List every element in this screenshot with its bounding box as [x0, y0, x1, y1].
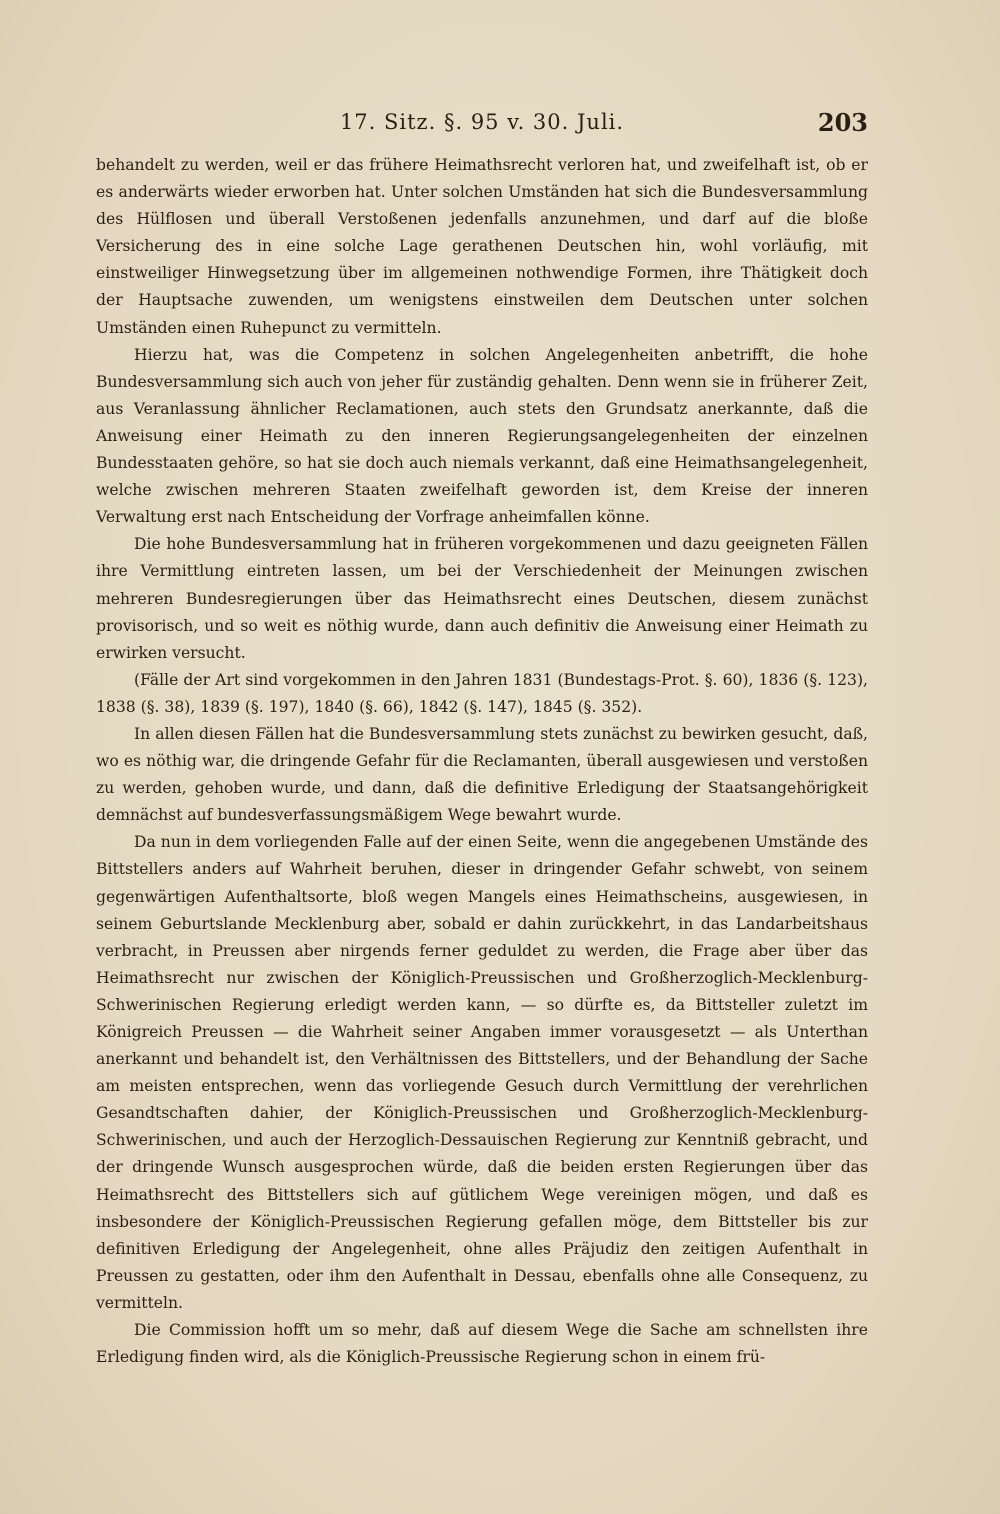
paragraph: Die hohe Bundesversammlung hat in früheren vorgekommenen und dazu geeigneten Fällen ihre Vermittlung eintreten lassen, um bei der Verschiedenheit der Meinungen zwischen mehreren Bundesregierungen über das Heimathsrecht eines Deutschen, diesem zunächst provisorisch, und so weit es nöthig wurde, dann auch definitiv die Anweisung einer Heimath zu erwirken versucht.	[96, 535, 868, 662]
paragraph: Da nun in dem vorliegenden Falle auf der einen Seite, wenn die angegebenen Umstände des Bittstellers anders auf Wahrheit beruhen, dieser in dringender Gefahr schwebt, von seinem gegenwärtigen Aufenthaltsorte, bloß wegen Mangels eines Heimathscheins, ausgewiesen, in seinem Geburtslande Mecklenburg aber, sobald er dahin zurückkehrt, in das Landarbeitshaus verbracht, in Preussen aber nirgends ferner geduldet zu werden, die Frage aber über das Heimathsrecht nur zwischen der Königlich-Preussischen und Großherzoglich-Mecklenburg-Schwerinischen Regierung erledigt werden kann, — so dürfte es, da Bittsteller zuletzt im Königreich Preussen — die Wahrheit seiner Angaben immer vorausgesetzt — als Unterthan anerkannt und behandelt ist, den Verhältnissen des Bittstellers, und der Behandlung der Sache am meisten entsprechen, wenn das vorliegende Gesuch durch Vermittlung der verehrlichen Gesandtschaften dahier, der Königlich-Preussischen und Großherzoglich-Mecklenburg-Schwerinischen, und auch der Herzoglich-Dessauischen Regierung zur Kenntniß gebracht, und der dringende Wunsch ausgesprochen würde, daß die beiden ersten Regierungen über das Heimathsrecht des Bittstellers sich auf gütlichem Wege vereinigen mögen, und daß es insbesondere der Königlich-Preussischen Regierung gefallen möge, dem Bittsteller bis zur definitiven Erledigung der Angelegenheit, ohne alles Präjudiz den zeitigen Aufenthalt in Preussen zu gestatten, oder ihm den Aufenthalt in Dessau, ebenfalls ohne alle Consequenz, zu vermitteln.	[96, 833, 868, 1312]
paragraph: Die Commission hofft um so mehr, daß auf diesem Wege die Sache am schnellsten ihre Erledigung finden wird, als die Königlich-Preussische Regierung schon in einem frü-	[96, 1321, 868, 1367]
paragraph: In allen diesen Fällen hat die Bundesversammlung stets zunächst zu bewirken gesucht, daß, wo es nöthig war, die dringende Gefahr für die Reclamanten, überall ausgewiesen und verstoßen zu werden, gehoben wurde, und dann, daß die definitive Erledigung der Staatsangehörigkeit demnächst auf bundesverfassungsmäßigem Wege bewahrt wurde.	[96, 724, 868, 825]
page-number: 203	[817, 108, 868, 137]
paragraph: Hierzu hat, was die Competenz in solchen Angelegenheiten anbetrifft, die hohe Bundesversammlung sich auch von jeher für zuständig gehalten. Denn wenn sie in früherer Zeit, aus Veranlassung ähnlicher Reclamationen, auch stets den Grundsatz anerkannte, daß die Anweisung einer Heimath zu den inneren Regierungsangelegenheiten der einzelnen Bundesstaaten gehöre, so hat sie doch auch niemals verkannt, daß eine Heimathsangelegenheit, welche zwischen mehreren Staaten zweifelhaft geworden ist, dem Kreise der inneren Verwaltung erst nach Entscheidung der Vorfrage anheimfallen könne.	[96, 345, 868, 527]
paragraph: behandelt zu werden, weil er das frühere Heimathsrecht verloren hat, und zweifelhaft ist, ob er es anderwärts wieder erworben hat. Unter solchen Umständen hat sich die Bundesversammlung des Hülflosen und überall Verstoßenen jedenfalls anzunehmen, und darf auf die bloße Versicherung des in eine solche Lage gerathenen Deutschen hin, wohl vorläufig, mit einstweiliger Hinwegsetzung über im allgemeinen nothwendige Formen, ihre Thätigkeit doch der Hauptsache zuwenden, um wenigstens einstweilen dem Deutschen unter solchen Umständen einen Ruhepunct zu vermitteln.	[96, 156, 868, 337]
paragraph: (Fälle der Art sind vorgekommen in den Jahren 1831 (Bundestags-Prot. §. 60), 1836 (§. 123), 1838 (§. 38), 1839 (§. 197), 1840 (§. 66), 1842 (§. 147), 1845 (§. 352).	[96, 670, 868, 716]
page-header	[96, 108, 868, 140]
body-text	[96, 152, 868, 1371]
running-head: 17. Sitz. §. 95 v. 30. Juli.	[339, 110, 625, 134]
